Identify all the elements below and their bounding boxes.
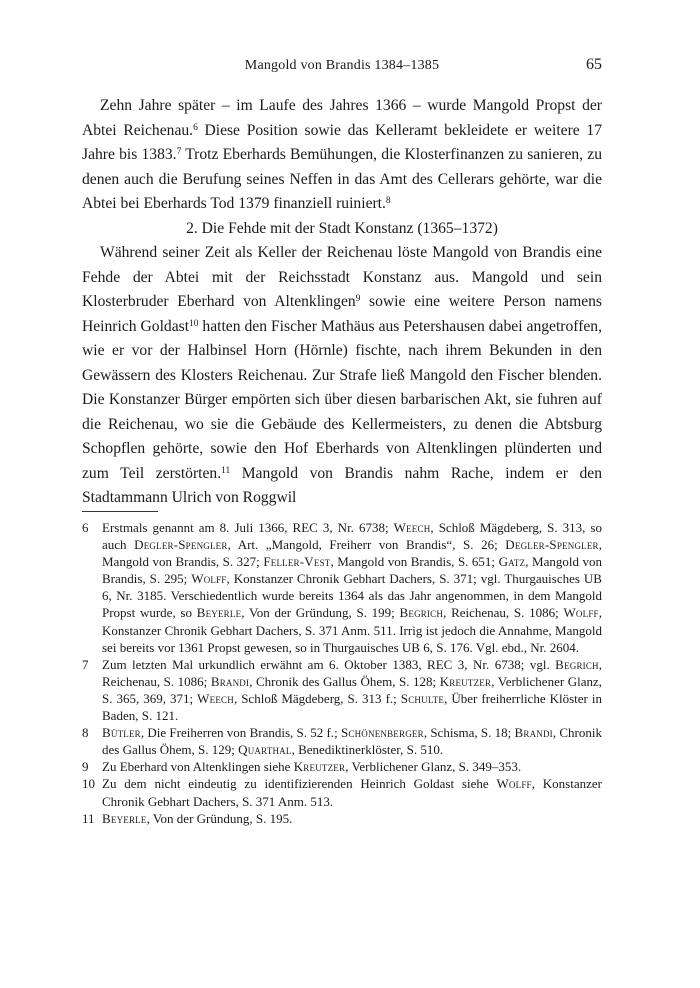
- footnote-ref: 11: [221, 465, 231, 476]
- author-name: Wolff: [191, 571, 227, 587]
- text-run: Zu Eberhard von Altenklingen siehe: [102, 759, 294, 775]
- author-name: Kreutzer: [439, 673, 492, 689]
- text-run: Zum letzten Mal urkundlich erwähnt am 6. Oktober 1383, REC 3, Nr. 6738; vgl.: [102, 656, 556, 672]
- footnote-text: [102, 724, 602, 758]
- paragraph-1: [82, 94, 602, 217]
- text-run: Während seiner Zeit als Keller der Reichenau löste Mangold von Brandis eine Fehde der Abtei mit der Reichsstadt Konstanz aus. Mangold und sein Klosterbruder Eberhard von Altenklingen: [82, 244, 602, 310]
- author-name: Brandi: [210, 673, 250, 689]
- paragraph-2: [82, 241, 602, 511]
- footnote-text: [102, 775, 602, 809]
- footnote-number: 8: [82, 725, 89, 741]
- text-run: Zehn Jahre später – im Laufe des Jahres 1366 – wurde Mangold Propst der Abtei Reichenau.: [82, 97, 602, 139]
- text-run: Diese Position sowie das Kelleramt bekleidete er weitere 17 Jahre bis 1383.: [82, 121, 602, 163]
- footnote-number: 9: [82, 759, 89, 775]
- author-name: Begrich: [555, 656, 599, 672]
- text-run: Mangold von Brandis nahm Rache, indem er den Stadtammann Ulrich von Roggwil: [82, 464, 602, 506]
- text-run: , Verblichener Glanz, S. 365, 369, 371;: [102, 673, 602, 706]
- author-name: Wolff: [496, 776, 532, 792]
- text-run: , Mangold von Brandis, S. 295;: [102, 554, 602, 587]
- text-run: , Reichenau, S. 1086;: [443, 605, 564, 621]
- author-name: Degler-Spengler: [134, 537, 228, 553]
- footnote-10: [82, 775, 602, 809]
- page-number: 65: [586, 56, 602, 73]
- text-run: , Von der Gründung, S. 199;: [241, 605, 400, 621]
- main-text: [82, 94, 602, 511]
- footnote-text: [102, 758, 602, 775]
- text-run: hatten den Fischer Mathäus aus Petershausen dabei angetroffen, wie er vor der Halbinsel Horn (Hörnle) fischte, nach ihrem Bekunden in den Gewässern des Klosters Reichenau. Zur Strafe ließ Mangold den Fischer blenden. Die Konstanzer Bürger empörten sich über diesen barbarischen Akt, sie fuhren auf die Reichenau, wo sie die Gebäude des Kellermeisters, zu denen die Abtsburg Schopflen gehörte, sowie den Hof Eberhards von Altenklingen plünderten und zum Teil zerstörten.: [82, 317, 603, 482]
- page-header: [82, 58, 602, 82]
- text-run: , Reichenau, S. 1086;: [102, 656, 602, 689]
- text-run: , Schisma, S. 18;: [423, 725, 515, 741]
- footnote-ref: 9: [355, 293, 361, 304]
- footnote-text: [102, 656, 602, 724]
- footnote-number: 6: [82, 520, 89, 535]
- author-name: Brandi: [514, 725, 553, 741]
- text-run: , Art. „Mangold, Freiherr von Brandis“, S. 26;: [227, 537, 506, 553]
- text-run: sowie eine weitere Person namens Heinrich Goldast: [82, 293, 603, 335]
- text-run: , Chronik des Gallus Öhem, S. 128;: [249, 673, 440, 689]
- footnote-8: [82, 724, 602, 758]
- footnote-number: 7: [82, 656, 89, 672]
- footnote-ref: 8: [385, 195, 391, 206]
- footnote-text: [102, 519, 602, 656]
- footnote-6: [82, 519, 602, 656]
- footnote-ref: 7: [176, 146, 182, 157]
- text-run: , Konstanzer Chronik Gebhart Dachers, S. 371 Anm. 513.: [102, 776, 602, 809]
- author-name: Kreutzer: [293, 759, 346, 775]
- author-name: Begrich: [399, 605, 444, 621]
- text-run: , Konstanzer Chronik Gebhart Dachers, S. 371; vgl. Thurgauisches UB 6, Nr. 3185. Verschiedentlich wurde bereits 1364 als das Jahr angenommen, in dem Mangold Propst wurde, so: [102, 571, 602, 621]
- running-title: Mangold von Brandis 1384–1385: [244, 58, 440, 73]
- author-name: Wolff: [563, 605, 599, 621]
- author-name: Bütler: [102, 725, 141, 741]
- text-run: , Mangold von Brandis, S. 327;: [102, 537, 602, 570]
- text-run: , Chronik des Gallus Öhem, S. 129;: [102, 725, 602, 758]
- text-run: Zu dem nicht eindeutig zu identifizierenden Heinrich Goldast siehe: [102, 776, 497, 792]
- author-name: Gatz: [498, 554, 526, 570]
- footnote-number: 11: [82, 810, 95, 826]
- author-name: Feller-Vest: [263, 554, 331, 570]
- footnote-text: [102, 810, 602, 827]
- section-heading: 2. Die Fehde mit der Stadt Konstanz (1365–1372): [186, 219, 498, 237]
- footnote-ref: 10: [189, 318, 199, 329]
- text-run: , Die Freiherren von Brandis, S. 52 f.;: [140, 725, 341, 741]
- text-run: , Schloß Mägdeberg, S. 313 f.;: [233, 690, 401, 706]
- footnote-divider: [82, 511, 158, 512]
- text-run: , Von der Gründung, S. 195.: [146, 810, 293, 826]
- author-name: Quarthal: [238, 742, 292, 758]
- footnotes: [82, 519, 602, 827]
- author-name: Schönenberger: [340, 725, 424, 741]
- text-run: , Mangold von Brandis, S. 651;: [330, 554, 499, 570]
- author-name: Schulte: [400, 690, 445, 706]
- text-run: Trotz Eberhards Bemühungen, die Klosterfinanzen zu sanieren, zu denen auch die Berufung seines Neffen in das Amt des Cellerars gehörte, war die Abtei bei Eberhards Tod 1379 finanziell ruiniert.: [82, 146, 602, 212]
- text-run: , Verblichener Glanz, S. 349–353.: [345, 759, 522, 775]
- author-name: Beyerle: [196, 605, 242, 621]
- text-run: , Schloß Mägdeberg, S. 313, so auch: [102, 520, 602, 553]
- footnote-number: 10: [82, 776, 95, 792]
- footnote-9: [82, 758, 602, 775]
- text-run: Erstmals genannt am 8. Juli 1366, REC 3, Nr. 6738;: [102, 520, 394, 535]
- footnote-11: [82, 810, 602, 827]
- author-name: Weech: [197, 690, 234, 706]
- author-name: Weech: [393, 520, 431, 535]
- text-run: , Über freiherrliche Klöster in Baden, S. 121.: [102, 690, 603, 724]
- footnote-7: [82, 656, 602, 724]
- author-name: Beyerle: [102, 810, 147, 826]
- author-name: Degler-Spengler: [505, 537, 599, 553]
- text-run: , Benediktinerklöster, S. 510.: [291, 742, 444, 758]
- footnote-ref: 6: [193, 122, 198, 133]
- text-run: , Konstanzer Chronik Gebhart Dachers, S. 371 Anm. 511. Irrig ist jedoch die Annahme, Mangold sei bereits vor 1361 Propst gewesen, so in Thurgauisches UB 6, S. 176. Vgl. ebd., Nr. 2604.: [102, 605, 602, 655]
